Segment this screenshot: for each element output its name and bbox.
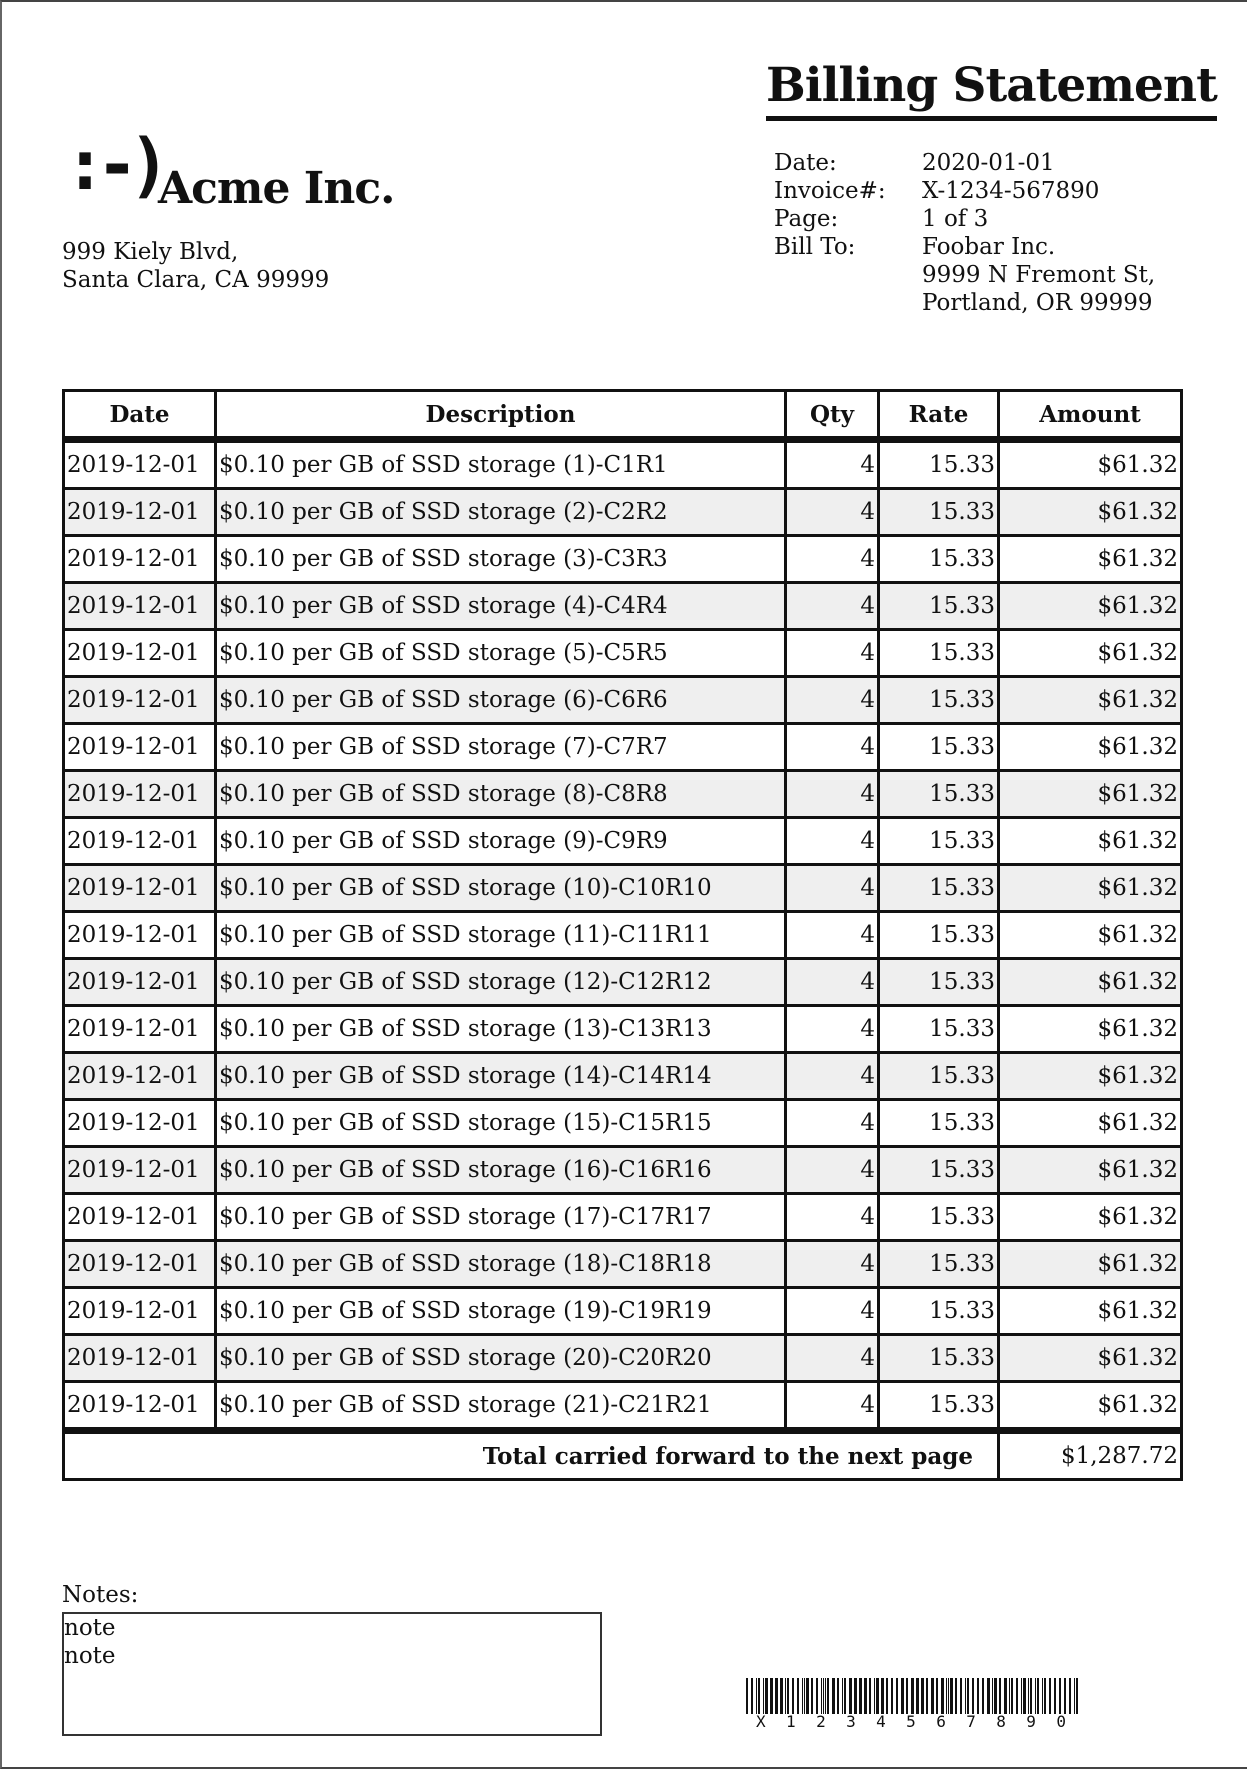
date-value: 2020-01-01: [922, 150, 1055, 176]
barcode-bar: [982, 1678, 984, 1714]
note-line: note: [64, 1615, 116, 1641]
cell-amount: $61.32: [999, 912, 1182, 959]
barcode-bar: [1059, 1678, 1061, 1714]
barcode-bar: [746, 1678, 748, 1714]
cell-description: $0.10 per GB of SSD storage (11)-C11R11: [216, 912, 786, 959]
invoice-label: Invoice#:: [774, 178, 886, 204]
barcode-bar: [837, 1678, 839, 1714]
company-address: [62, 238, 329, 294]
cell-date: 2019-12-01: [64, 1053, 216, 1100]
address-line: 999 Kiely Blvd,: [62, 239, 239, 265]
cell-description: $0.10 per GB of SSD storage (6)-C6R6: [216, 677, 786, 724]
barcode-bar: [804, 1678, 805, 1714]
cell-rate: 15.33: [879, 1100, 999, 1147]
cell-rate: 15.33: [879, 1053, 999, 1100]
barcode-bar: [1021, 1678, 1022, 1714]
cell-amount: $61.32: [999, 583, 1182, 630]
table-row: [64, 489, 1182, 536]
cell-description: $0.10 per GB of SSD storage (20)-C20R20: [216, 1335, 786, 1382]
barcode-bar: [797, 1678, 799, 1714]
barcode-bar: [936, 1678, 938, 1714]
cell-date: 2019-12-01: [64, 818, 216, 865]
cell-description: $0.10 per GB of SSD storage (19)-C19R19: [216, 1288, 786, 1335]
barcode-bar: [1004, 1678, 1007, 1714]
company-name: Acme Inc.: [158, 163, 395, 214]
cell-amount: $61.32: [999, 489, 1182, 536]
table-row: [64, 912, 1182, 959]
cell-amount: $61.32: [999, 630, 1182, 677]
cell-qty: 4: [786, 865, 879, 912]
barcode-bar: [987, 1678, 990, 1714]
table-row: [64, 1288, 1182, 1335]
cell-description: $0.10 per GB of SSD storage (4)-C4R4: [216, 583, 786, 630]
cell-amount: $61.32: [999, 1194, 1182, 1241]
cell-date: 2019-12-01: [64, 724, 216, 771]
table-row: [64, 724, 1182, 771]
total-row: [64, 1431, 1182, 1480]
bill-to-value: [922, 233, 1155, 317]
cell-rate: 15.33: [879, 1382, 999, 1431]
barcode-bar: [955, 1678, 957, 1714]
cell-amount: $61.32: [999, 959, 1182, 1006]
cell-rate: 15.33: [879, 959, 999, 1006]
cell-description: $0.10 per GB of SSD storage (18)-C18R18: [216, 1241, 786, 1288]
barcode-bar: [876, 1678, 879, 1714]
cell-date: 2019-12-01: [64, 630, 216, 677]
notes-box: [62, 1612, 602, 1736]
total-label: Total carried forward to the next page: [64, 1431, 999, 1480]
cell-rate: 15.33: [879, 440, 999, 489]
barcode: [746, 1678, 1080, 1714]
cell-rate: 15.33: [879, 677, 999, 724]
cell-description: $0.10 per GB of SSD storage (12)-C12R12: [216, 959, 786, 1006]
barcode-bar: [926, 1678, 928, 1714]
cell-rate: 15.33: [879, 630, 999, 677]
barcode-bar: [1049, 1678, 1051, 1714]
table-row: [64, 1147, 1182, 1194]
cell-amount: $61.32: [999, 771, 1182, 818]
barcode-bar: [992, 1678, 993, 1714]
note-line: note: [64, 1643, 116, 1669]
barcode-bar: [1054, 1678, 1056, 1714]
address-line: Santa Clara, CA 99999: [62, 267, 330, 293]
table-row: [64, 1241, 1182, 1288]
barcode-bar: [765, 1678, 768, 1714]
cell-qty: 4: [786, 1288, 879, 1335]
cell-amount: $61.32: [999, 724, 1182, 771]
cell-description: $0.10 per GB of SSD storage (15)-C15R15: [216, 1100, 786, 1147]
barcode-bar: [1011, 1678, 1013, 1714]
company-logo: :-): [64, 124, 161, 206]
table-row: [64, 865, 1182, 912]
barcode-bar: [874, 1678, 875, 1714]
barcode-text: X1234567890: [756, 1712, 1087, 1731]
cell-qty: 4: [786, 489, 879, 536]
cell-qty: 4: [786, 1194, 879, 1241]
barcode-bar: [967, 1678, 969, 1714]
cell-amount: $61.32: [999, 1382, 1182, 1431]
table-row: [64, 630, 1182, 677]
barcode-bar: [859, 1678, 862, 1714]
cell-description: $0.10 per GB of SSD storage (2)-C2R2: [216, 489, 786, 536]
cell-rate: 15.33: [879, 724, 999, 771]
page-title: Billing Statement: [766, 58, 1217, 121]
cell-rate: 15.33: [879, 1194, 999, 1241]
barcode-bar: [1042, 1678, 1043, 1714]
barcode-bar: [842, 1678, 843, 1714]
barcode-bar: [775, 1678, 778, 1714]
barcode-bar: [916, 1678, 919, 1714]
cell-date: 2019-12-01: [64, 771, 216, 818]
barcode-bar: [770, 1678, 773, 1714]
barcode-bar: [1009, 1678, 1010, 1714]
barcode-bar: [827, 1678, 829, 1714]
barcode-bar: [972, 1678, 974, 1714]
table-row: [64, 1335, 1182, 1382]
cell-description: $0.10 per GB of SSD storage (8)-C8R8: [216, 771, 786, 818]
table-row: [64, 536, 1182, 583]
barcode-bar: [960, 1678, 962, 1714]
barcode-bar: [1069, 1678, 1071, 1714]
cell-qty: 4: [786, 1147, 879, 1194]
table-row: [64, 1100, 1182, 1147]
cell-date: 2019-12-01: [64, 1147, 216, 1194]
table-row: [64, 818, 1182, 865]
cell-date: 2019-12-01: [64, 865, 216, 912]
cell-description: $0.10 per GB of SSD storage (17)-C17R17: [216, 1194, 786, 1241]
column-header-date: Date: [64, 391, 216, 440]
bill-to-line: Portland, OR 99999: [922, 290, 1153, 316]
notes-label: Notes:: [62, 1582, 139, 1608]
table-row: [64, 1006, 1182, 1053]
cell-amount: $61.32: [999, 677, 1182, 724]
barcode-bar: [756, 1678, 757, 1714]
cell-date: 2019-12-01: [64, 1288, 216, 1335]
barcode-bar: [811, 1678, 813, 1714]
barcode-bar: [931, 1678, 934, 1714]
cell-amount: $61.32: [999, 536, 1182, 583]
cell-rate: 15.33: [879, 865, 999, 912]
barcode-bar: [921, 1678, 924, 1714]
barcode-bar: [1030, 1678, 1032, 1714]
cell-qty: 4: [786, 1382, 879, 1431]
barcode-bar: [816, 1678, 818, 1714]
cell-qty: 4: [786, 583, 879, 630]
barcode-bar: [751, 1678, 753, 1714]
table-row: [64, 583, 1182, 630]
total-amount: $1,287.72: [999, 1431, 1182, 1480]
bill-to-label: Bill To:: [774, 234, 856, 260]
table-row: [64, 1382, 1182, 1431]
barcode-bar: [994, 1678, 997, 1714]
cell-rate: 15.33: [879, 1335, 999, 1382]
barcode-bar: [948, 1678, 949, 1714]
cell-date: 2019-12-01: [64, 583, 216, 630]
barcode-bar: [1023, 1678, 1026, 1714]
barcode-bar: [886, 1678, 888, 1714]
barcode-bar: [901, 1678, 904, 1714]
cell-amount: $61.32: [999, 1241, 1182, 1288]
cell-date: 2019-12-01: [64, 536, 216, 583]
cell-rate: 15.33: [879, 912, 999, 959]
barcode-bar: [854, 1678, 857, 1714]
barcode-bar: [977, 1678, 979, 1714]
cell-qty: 4: [786, 677, 879, 724]
cell-amount: $61.32: [999, 1006, 1182, 1053]
table-row: [64, 771, 1182, 818]
cell-amount: $61.32: [999, 1288, 1182, 1335]
barcode-bar: [1035, 1678, 1036, 1714]
table-row: [64, 959, 1182, 1006]
barcode-bar: [881, 1678, 884, 1714]
cell-qty: 4: [786, 1100, 879, 1147]
barcode-bar: [787, 1678, 789, 1714]
cell-rate: 15.33: [879, 1288, 999, 1335]
barcode-bar: [758, 1678, 760, 1714]
barcode-bar: [864, 1678, 867, 1714]
barcode-bar: [792, 1678, 794, 1714]
barcode-bar: [999, 1678, 1001, 1714]
cell-amount: $61.32: [999, 1147, 1182, 1194]
barcode-bar: [1074, 1678, 1075, 1714]
cell-date: 2019-12-01: [64, 1194, 216, 1241]
table-header-row: [64, 391, 1182, 440]
cell-qty: 4: [786, 1053, 879, 1100]
cell-description: $0.10 per GB of SSD storage (5)-C5R5: [216, 630, 786, 677]
barcode-bar: [911, 1678, 914, 1714]
line-items-table: [62, 389, 1183, 1481]
column-header-qty: Qty: [786, 391, 879, 440]
cell-amount: $61.32: [999, 818, 1182, 865]
page-value: 1 of 3: [922, 206, 989, 232]
cell-description: $0.10 per GB of SSD storage (7)-C7R7: [216, 724, 786, 771]
cell-qty: 4: [786, 630, 879, 677]
cell-amount: $61.32: [999, 1100, 1182, 1147]
cell-qty: 4: [786, 440, 879, 489]
cell-rate: 15.33: [879, 818, 999, 865]
invoice-value: X-1234-567890: [922, 178, 1100, 204]
barcode-bar: [821, 1678, 822, 1714]
cell-qty: 4: [786, 1006, 879, 1053]
bill-to-line: Foobar Inc.: [922, 234, 1056, 260]
barcode-bar: [844, 1678, 846, 1714]
column-header-rate: Rate: [879, 391, 999, 440]
cell-description: $0.10 per GB of SSD storage (13)-C13R13: [216, 1006, 786, 1053]
cell-qty: 4: [786, 1335, 879, 1382]
cell-date: 2019-12-01: [64, 489, 216, 536]
table-row: [64, 677, 1182, 724]
column-header-amount: Amount: [999, 391, 1182, 440]
barcode-bar: [1044, 1678, 1046, 1714]
cell-qty: 4: [786, 959, 879, 1006]
cell-qty: 4: [786, 724, 879, 771]
cell-date: 2019-12-01: [64, 677, 216, 724]
barcode-bar: [1028, 1678, 1029, 1714]
cell-date: 2019-12-01: [64, 1006, 216, 1053]
barcode-bar: [763, 1678, 764, 1714]
barcode-bar: [802, 1678, 803, 1714]
barcode-bar: [780, 1678, 783, 1714]
barcode-bar: [965, 1678, 966, 1714]
cell-rate: 15.33: [879, 583, 999, 630]
column-header-description: Description: [216, 391, 786, 440]
barcode-bar: [823, 1678, 824, 1714]
barcode-bar: [869, 1678, 871, 1714]
cell-date: 2019-12-01: [64, 440, 216, 489]
cell-rate: 15.33: [879, 1006, 999, 1053]
barcode-bar: [832, 1678, 835, 1714]
cell-description: $0.10 per GB of SSD storage (21)-C21R21: [216, 1382, 786, 1431]
cell-date: 2019-12-01: [64, 1335, 216, 1382]
cell-description: $0.10 per GB of SSD storage (14)-C14R14: [216, 1053, 786, 1100]
barcode-bar: [950, 1678, 953, 1714]
table-row: [64, 1053, 1182, 1100]
cell-description: $0.10 per GB of SSD storage (3)-C3R3: [216, 536, 786, 583]
cell-amount: $61.32: [999, 1335, 1182, 1382]
cell-description: $0.10 per GB of SSD storage (9)-C9R9: [216, 818, 786, 865]
cell-description: $0.10 per GB of SSD storage (16)-C16R16: [216, 1147, 786, 1194]
cell-amount: $61.32: [999, 865, 1182, 912]
cell-rate: 15.33: [879, 771, 999, 818]
barcode-bar: [906, 1678, 908, 1714]
cell-qty: 4: [786, 771, 879, 818]
cell-date: 2019-12-01: [64, 1382, 216, 1431]
table-row: [64, 440, 1182, 489]
cell-qty: 4: [786, 818, 879, 865]
barcode-bar: [941, 1678, 944, 1714]
cell-qty: 4: [786, 536, 879, 583]
barcode-bar: [785, 1678, 786, 1714]
invoice-meta: [774, 149, 1155, 317]
barcode-bar: [806, 1678, 809, 1714]
cell-description: $0.10 per GB of SSD storage (1)-C1R1: [216, 440, 786, 489]
barcode-bar: [1064, 1678, 1066, 1714]
cell-qty: 4: [786, 1241, 879, 1288]
cell-amount: $61.32: [999, 440, 1182, 489]
barcode-bar: [896, 1678, 898, 1714]
cell-qty: 4: [786, 912, 879, 959]
cell-description: $0.10 per GB of SSD storage (10)-C10R10: [216, 865, 786, 912]
barcode-bar: [1076, 1678, 1078, 1714]
cell-rate: 15.33: [879, 1147, 999, 1194]
cell-rate: 15.33: [879, 1241, 999, 1288]
cell-date: 2019-12-01: [64, 1100, 216, 1147]
barcode-bar: [946, 1678, 947, 1714]
barcode-bar: [1037, 1678, 1039, 1714]
page-label: Page:: [774, 206, 839, 232]
cell-date: 2019-12-01: [64, 959, 216, 1006]
table-row: [64, 1194, 1182, 1241]
cell-amount: $61.32: [999, 1053, 1182, 1100]
barcode-bar: [891, 1678, 893, 1714]
barcode-bar: [825, 1678, 826, 1714]
date-label: Date:: [774, 150, 837, 176]
cell-rate: 15.33: [879, 536, 999, 583]
bill-to-line: 9999 N Fremont St,: [922, 262, 1156, 288]
cell-rate: 15.33: [879, 489, 999, 536]
barcode-bar: [1016, 1678, 1018, 1714]
cell-date: 2019-12-01: [64, 912, 216, 959]
cell-date: 2019-12-01: [64, 1241, 216, 1288]
barcode-bar: [849, 1678, 852, 1714]
